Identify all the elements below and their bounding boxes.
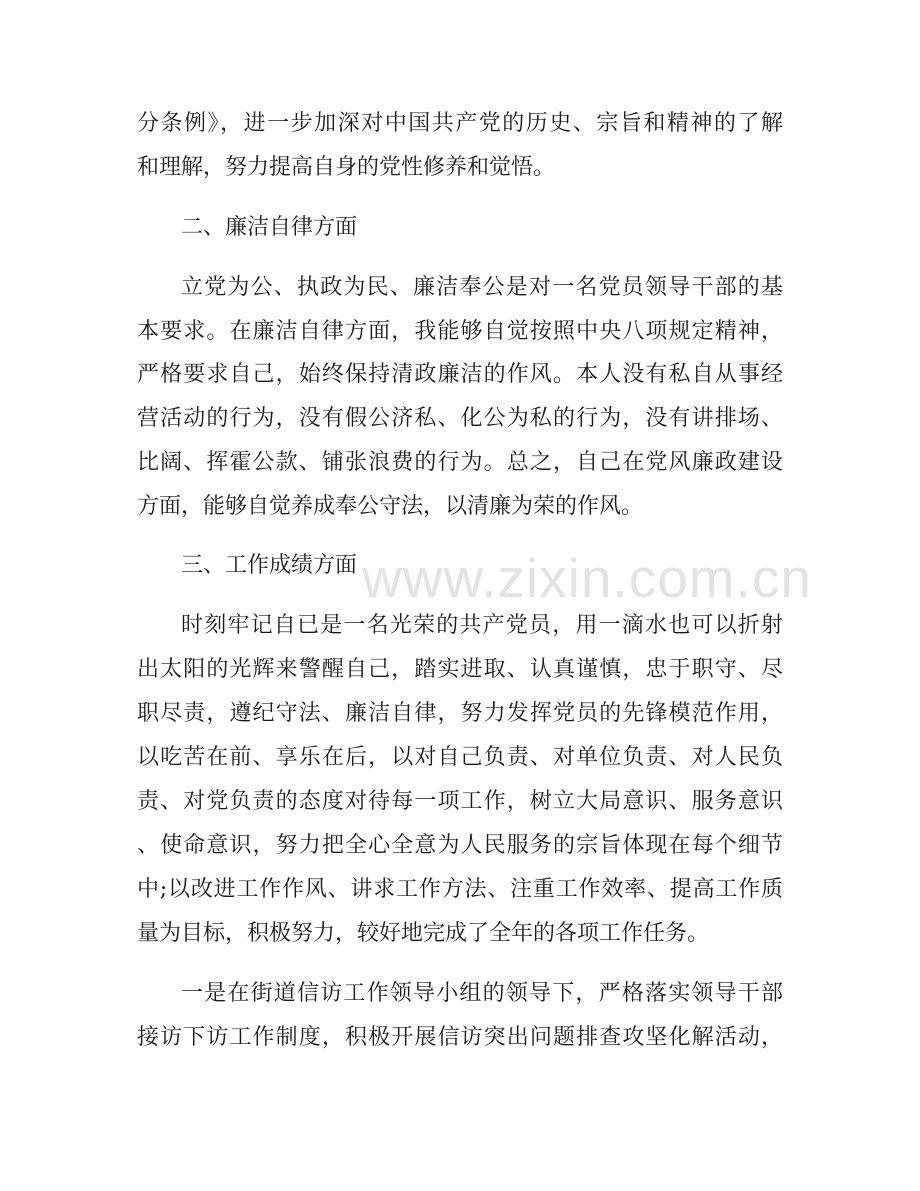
paragraph-line: 、使命意识，努力把全心全意为人民服务的宗旨体现在每个细节 [137, 833, 783, 858]
paragraph-line: 出太阳的光辉来警醒自己，踏实进取、认真谨慎，忠于职守、尽 [137, 657, 783, 682]
paragraph-line: 严格要求自己，始终保持清政廉洁的作风。本人没有私自从事经 [137, 362, 783, 387]
paragraph-line: 职尽责，遵纪守法、廉洁自律，努力发挥党员的先锋模范作用， [137, 701, 783, 726]
paragraph-line: 一是在街道信访工作领导小组的领导下，严格落实领导干部 [181, 981, 783, 1006]
section-heading-integrity: 二、廉洁自律方面 [181, 215, 358, 240]
paragraph-line: 方面，能够自觉养成奉公守法，以清廉为荣的作风。 [137, 494, 644, 519]
paragraph-line: 时刻牢记自已是一名光荣的共产党员，用一滴水也可以折射 [181, 613, 783, 638]
paragraph-line: 量为目标，积极努力，较好地完成了全年的各项工作任务。 [137, 921, 710, 946]
paragraph-line: 立党为公、执政为民、廉洁奉公是对一名党员领导干部的基 [181, 275, 783, 300]
paragraph-line: 分条例》，进一步加深对中国共产党的历史、宗旨和精神的了解 [137, 111, 783, 136]
paragraph-line: 责、对党负责的态度对待每一项工作，树立大局意识、服务意识 [137, 789, 783, 814]
paragraph-line: 比阔、挥霍公款、铺张浪费的行为。总之，自己在党风廉政建设 [137, 450, 783, 475]
watermark: www.zixin.com.cn [362, 547, 812, 609]
paragraph-line: 接访下访工作制度，积极开展信访突出问题排查攻坚化解活动， [137, 1025, 783, 1050]
paragraph-line: 中;以改进工作作风、讲求工作方法、注重工作效率、提高工作质 [137, 877, 783, 902]
paragraph-line: 本要求。在廉洁自律方面，我能够自觉按照中央八项规定精神， [137, 319, 783, 344]
paragraph-line: 营活动的行为，没有假公济私、化公为私的行为，没有讲排场、 [137, 406, 783, 431]
paragraph-line: 以吃苦在前、享乐在后，以对自己负责、对单位负责、对人民负 [137, 745, 783, 770]
paragraph-line: 和理解，努力提高自身的党性修养和觉悟。 [137, 155, 556, 180]
section-heading-achievements: 三、工作成绩方面 [181, 553, 358, 578]
